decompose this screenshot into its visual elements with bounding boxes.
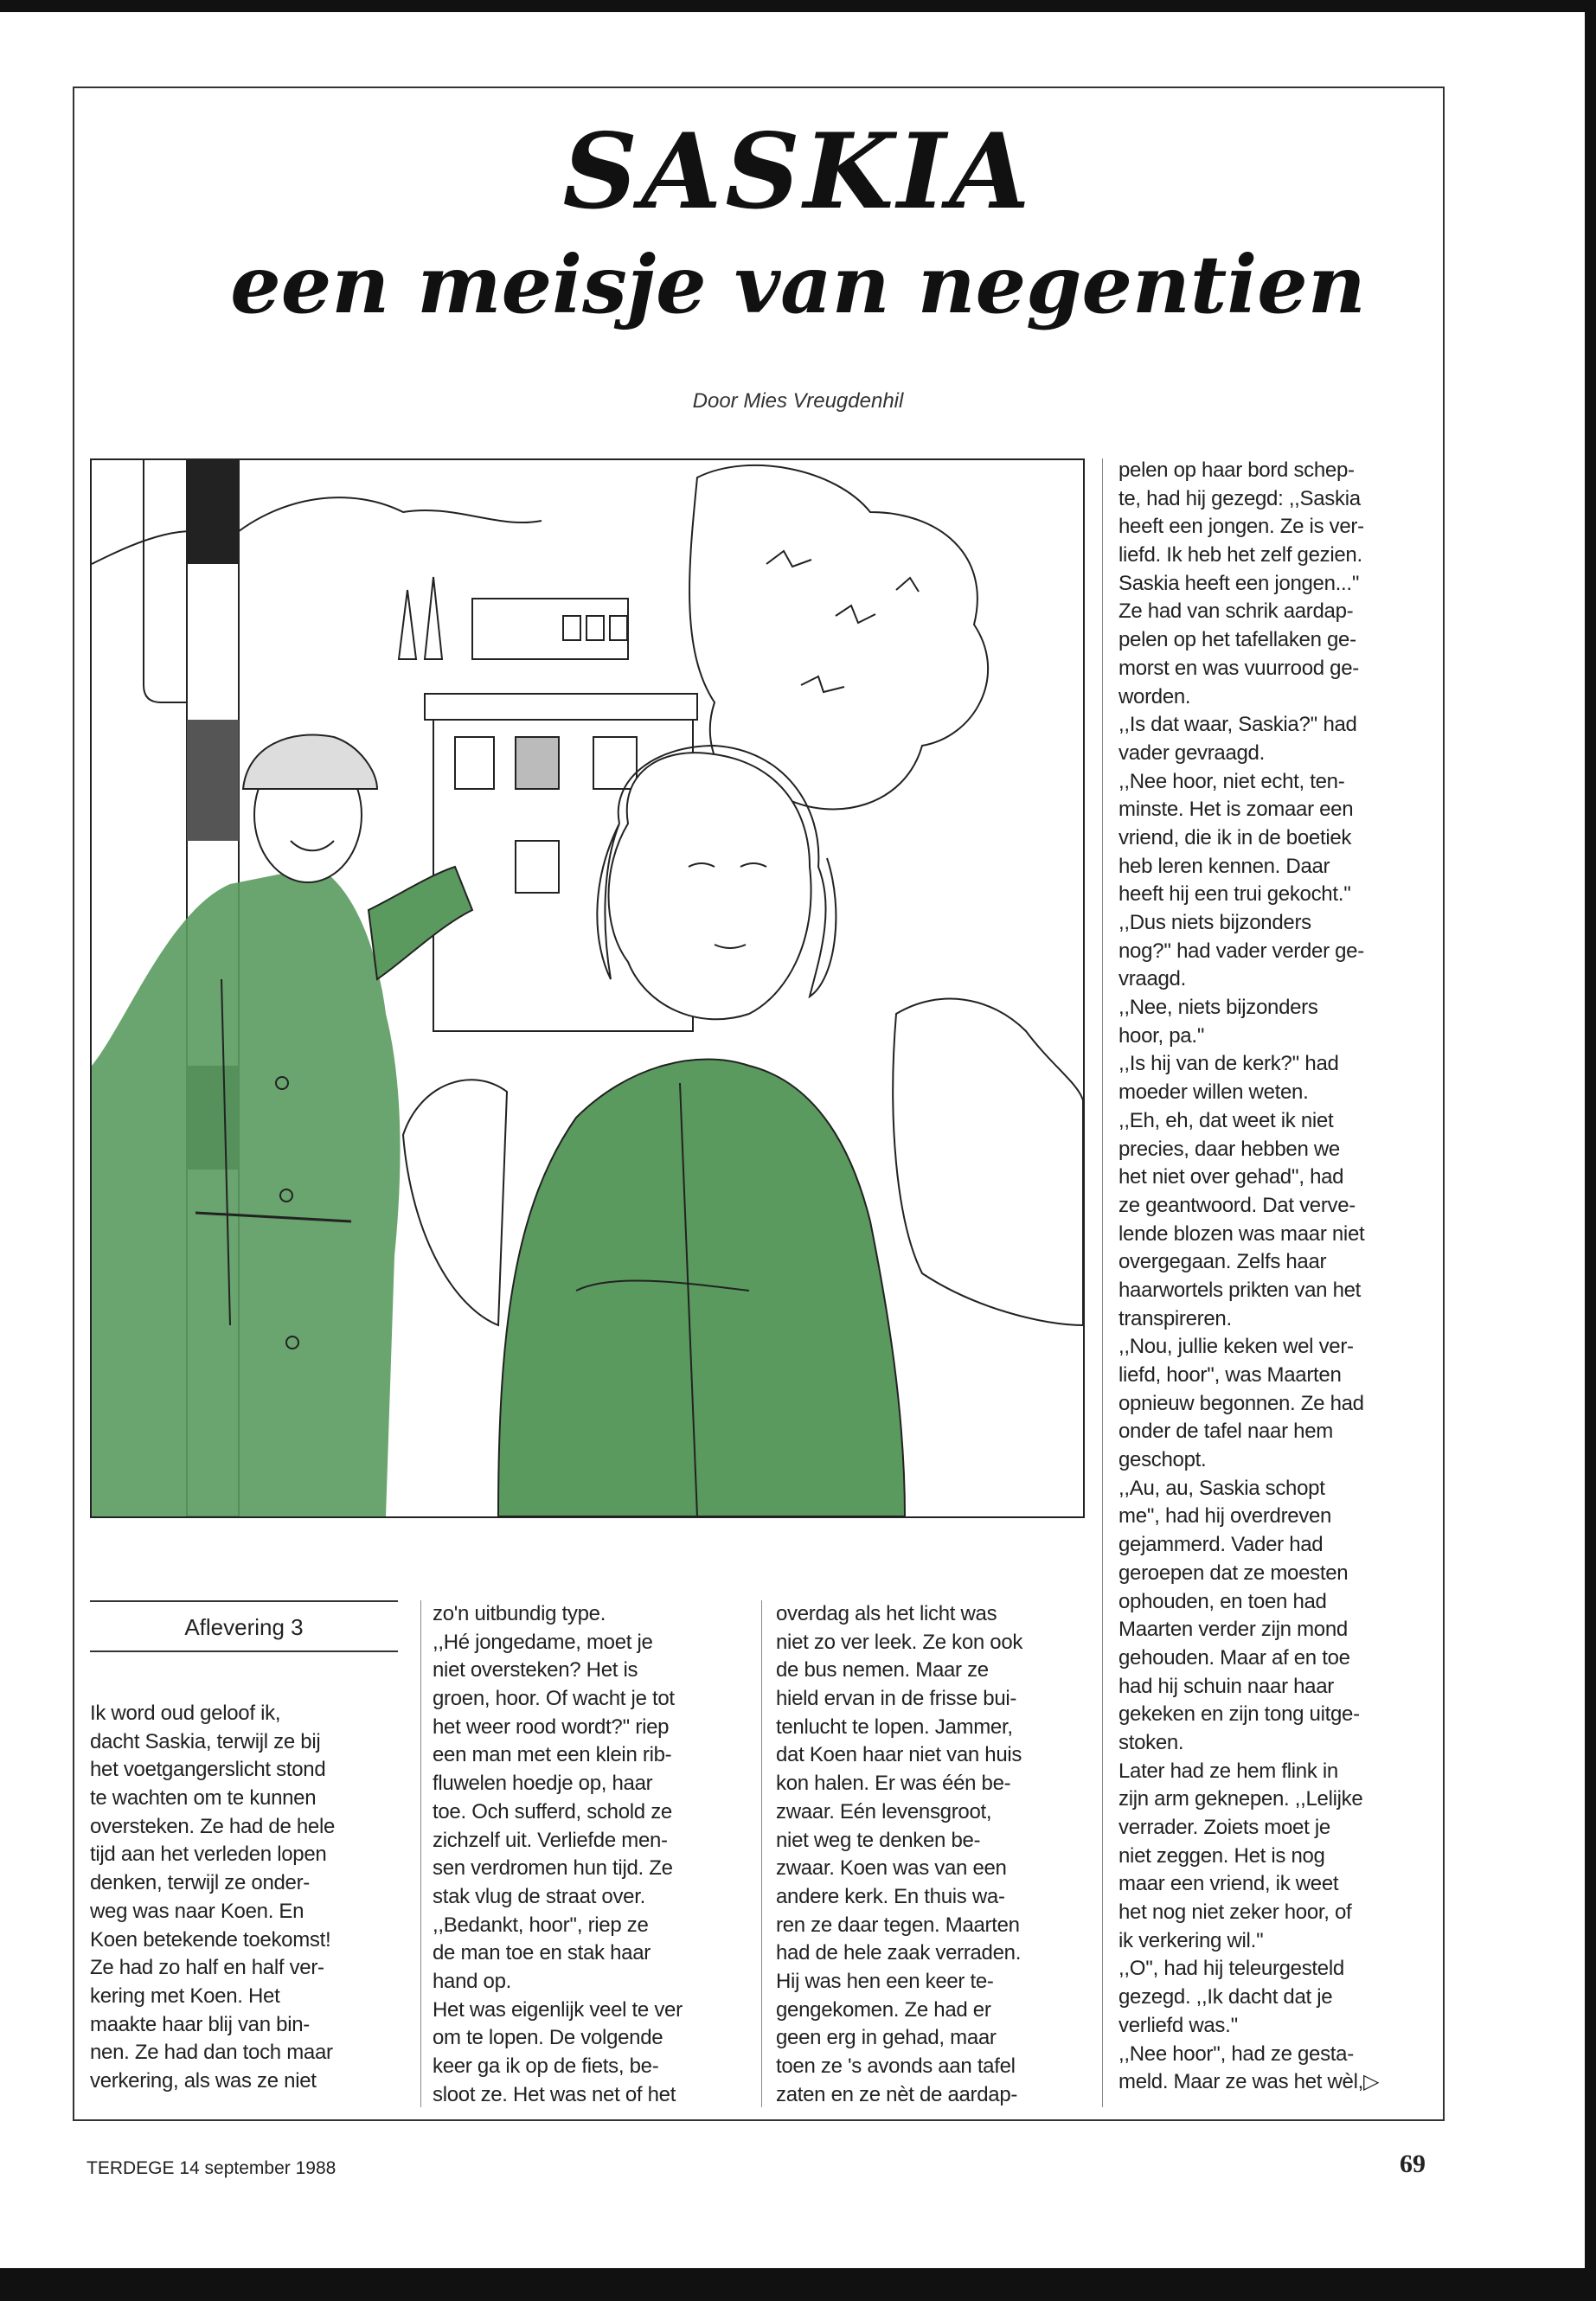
text-line: geroepen dat ze moesten <box>1118 1561 1349 1585</box>
text-line: Hij was hen een keer te- <box>776 1969 994 1993</box>
text-line: ,,O'', had hij teleurgesteld <box>1118 1957 1344 1981</box>
text-line: liefd. Ik heb het zelf gezien. <box>1118 543 1362 567</box>
text-line: hand op. <box>433 1969 512 1993</box>
text-line: worden. <box>1118 684 1191 708</box>
text-line: denken, terwijl ze onder- <box>90 1871 310 1895</box>
text-line: zaten en ze nèt de aardap- <box>776 2082 1018 2106</box>
text-line: verrader. Zoiets moet je <box>1118 1816 1330 1839</box>
episode-box <box>90 1600 398 1652</box>
text-line: ,,Bedankt, hoor'', riep ze <box>433 1913 649 1937</box>
byline: Door Mies Vreugdenhil <box>692 389 904 413</box>
text-line: zichzelf uit. Verliefde men- <box>433 1828 668 1852</box>
text-line: niet zeggen. Het is nog <box>1118 1843 1325 1868</box>
text-line: maar een vriend, ik weet <box>1118 1872 1339 1896</box>
text-line: Later had ze hem flink in <box>1118 1759 1338 1783</box>
text-line: ,,Dus niets bijzonders <box>1118 911 1311 934</box>
text-line: toen ze 's avonds aan tafel <box>776 2054 1016 2078</box>
text-line: precies, daar hebben we <box>1118 1137 1340 1161</box>
text-line: andere kerk. En thuis wa- <box>776 1884 1005 1908</box>
scan-edge-top <box>0 0 1596 12</box>
text-line: onder de tafel naar hem <box>1118 1420 1333 1444</box>
text-line: het nog niet zeker hoor, of <box>1118 1900 1352 1925</box>
text-line: geen erg in gehad, maar <box>776 2026 997 2050</box>
text-line: liefd, hoor'', was Maarten <box>1118 1363 1342 1387</box>
text-line: keer ga ik op de fiets, be- <box>433 2054 659 2078</box>
text-line: niet oversteken? Het is <box>433 1658 638 1682</box>
text-line: zo'n uitbundig type. <box>433 1602 606 1625</box>
text-line: kon halen. Er was één be- <box>776 1772 1011 1796</box>
text-line: stak vlug de straat over. <box>433 1884 645 1908</box>
text-line: fluwelen hoedje op, haar <box>433 1772 653 1796</box>
text-line: maakte haar blij van bin- <box>90 2012 310 2036</box>
text-line: tenlucht te lopen. Jammer, <box>776 1715 1013 1739</box>
story-illustration <box>90 458 1085 1518</box>
text-line: me'', had hij overdreven <box>1118 1504 1332 1529</box>
story-title: SASKIA <box>562 111 1034 233</box>
text-line: Ze had zo half en half ver- <box>90 1956 324 1980</box>
text-column-2 <box>433 1600 683 2109</box>
text-line: ,,Is dat waar, Saskia?'' had <box>1118 713 1357 737</box>
text-line: het weer rood wordt?'' riep <box>433 1715 670 1739</box>
text-line: transpireren. <box>1118 1306 1232 1330</box>
text-line: Het was eigenlijk veel te ver <box>433 1997 683 2022</box>
text-line: geschopt. <box>1118 1448 1207 1472</box>
text-line: overdag als het licht was <box>776 1602 997 1625</box>
text-line: het voetgangerslicht stond <box>90 1758 326 1782</box>
text-line: sen verdromen hun tijd. Ze <box>433 1856 673 1881</box>
text-line: kering met Koen. Het <box>90 1984 280 2008</box>
text-line: heeft hij een trui gekocht.'' <box>1118 882 1351 907</box>
text-line: gengekomen. Ze had er <box>776 1997 991 2022</box>
text-line: ,,Nee hoor, niet echt, ten- <box>1118 769 1345 793</box>
text-line: zwaar. Eén levensgroot, <box>776 1799 992 1823</box>
text-line: hield ervan in de frisse bui- <box>776 1687 1017 1711</box>
scan-edge-right <box>1585 0 1596 2301</box>
text-line: lende blozen was maar niet <box>1118 1221 1365 1246</box>
text-line: haarwortels prikten van het <box>1118 1278 1362 1302</box>
text-line: hoor, pa.'' <box>1118 1023 1205 1048</box>
text-line: een man met een klein rib- <box>433 1743 672 1767</box>
text-line: meld. Maar ze was het wèl,▷ <box>1118 2070 1380 2094</box>
text-line: zijn arm geknepen. ,,Lelijke <box>1118 1787 1363 1811</box>
text-line: vraagd. <box>1118 967 1186 991</box>
text-column-1 <box>90 1700 335 2096</box>
text-line: oversteken. Ze had de hele <box>90 1814 336 1838</box>
text-line: verkering, als was ze niet <box>90 2068 317 2093</box>
text-line: pelen op haar bord schep- <box>1118 458 1355 482</box>
text-line: Ik word oud geloof ik, <box>90 1702 281 1725</box>
text-line: pelen op het tafellaken ge- <box>1118 628 1356 652</box>
text-line: nog?'' had vader verder ge- <box>1118 939 1364 963</box>
text-line: opnieuw begonnen. Ze had <box>1118 1391 1364 1415</box>
text-line: de bus nemen. Maar ze <box>776 1658 989 1682</box>
episode-label: Aflevering 3 <box>184 1614 304 1640</box>
text-line: overgegaan. Zelfs haar <box>1118 1250 1327 1274</box>
column-rule <box>1102 458 1103 2107</box>
text-line: gekeken en zijn tong uitge- <box>1118 1702 1360 1727</box>
text-line: niet weg te denken be- <box>776 1828 981 1852</box>
text-line: vader gevraagd. <box>1118 740 1265 765</box>
text-line: heb leren kennen. Daar <box>1118 854 1330 878</box>
page-number: 69 <box>1400 2150 1426 2178</box>
text-line: te wachten om te kunnen <box>90 1786 317 1811</box>
text-line: gejammerd. Vader had <box>1118 1533 1324 1557</box>
text-line: om te lopen. De volgende <box>433 2026 663 2050</box>
column-rule <box>420 1600 421 2107</box>
text-line: ,,Eh, eh, dat weet ik niet <box>1118 1108 1334 1132</box>
text-line: dat Koen haar niet van huis <box>776 1743 1022 1767</box>
text-line: weg was naar Koen. En <box>90 1899 304 1923</box>
text-line: ,,Au, au, Saskia schopt <box>1118 1476 1325 1500</box>
text-line: stoken. <box>1118 1730 1184 1754</box>
text-line: gezegd. ,,Ik dacht dat je <box>1118 1985 1333 2009</box>
scan-edge-bottom <box>0 2268 1596 2301</box>
text-line: te, had hij gezegd: ,,Saskia <box>1118 486 1361 510</box>
text-line: dacht Saskia, terwijl ze bij <box>90 1729 321 1753</box>
text-line: groen, hoor. Of wacht je tot <box>433 1687 675 1711</box>
text-line: ,,Is hij van de kerk?'' had <box>1118 1052 1339 1076</box>
text-line: verliefd was.'' <box>1118 2013 1239 2037</box>
text-line: ren ze daar tegen. Maarten <box>776 1913 1020 1937</box>
text-line: gehouden. Maar af en toe <box>1118 1645 1350 1670</box>
text-line: tijd aan het verleden lopen <box>90 1843 327 1867</box>
publication-footer: TERDEGE 14 september 1988 <box>87 2158 337 2178</box>
column-rule <box>761 1600 762 2107</box>
text-line: zwaar. Koen was van een <box>776 1856 1007 1881</box>
text-line: Ze had van schrik aardap- <box>1118 599 1354 624</box>
text-line: ,,Nee hoor'', had ze gesta- <box>1118 2041 1354 2066</box>
text-line: ik verkering wil.'' <box>1118 1928 1264 1952</box>
text-line: morst en was vuurrood ge- <box>1118 656 1359 680</box>
text-line: nen. Ze had dan toch maar <box>90 2041 333 2065</box>
text-line: het niet over gehad'', had <box>1118 1165 1344 1189</box>
text-line: heeft een jongen. Ze is ver- <box>1118 515 1364 539</box>
text-line: moeder willen weten. <box>1118 1080 1309 1105</box>
text-line: had de hele zaak verraden. <box>776 1941 1022 1965</box>
text-column-3 <box>776 1600 1022 2109</box>
story-subtitle: een meisje van negentien <box>230 238 1366 331</box>
text-line: de man toe en stak haar <box>433 1941 651 1965</box>
text-line: minste. Het is zomaar een <box>1118 798 1354 822</box>
text-column-4 <box>1118 457 1379 2097</box>
text-line: ,,Nou, jullie keken wel ver- <box>1118 1335 1354 1359</box>
text-line: Maarten verder zijn mond <box>1118 1618 1348 1642</box>
text-line: had hij schuin naar haar <box>1118 1674 1334 1698</box>
text-line: sloot ze. Het was net of het <box>433 2082 676 2106</box>
text-line: toe. Och sufferd, schold ze <box>433 1799 672 1823</box>
text-line: ,,Hé jongedame, moet je <box>433 1630 653 1654</box>
text-line: Saskia heeft een jongen...'' <box>1118 571 1360 595</box>
text-line: vriend, die ik in de boetiek <box>1118 825 1352 849</box>
text-line: ophouden, en toen had <box>1118 1589 1327 1613</box>
text-line: ,,Nee, niets bijzonders <box>1118 996 1318 1020</box>
text-line: niet zo ver leek. Ze kon ook <box>776 1630 1023 1654</box>
text-line: Koen betekende toekomst! <box>90 1927 331 1952</box>
text-line: ze geantwoord. Dat verve- <box>1118 1193 1356 1217</box>
